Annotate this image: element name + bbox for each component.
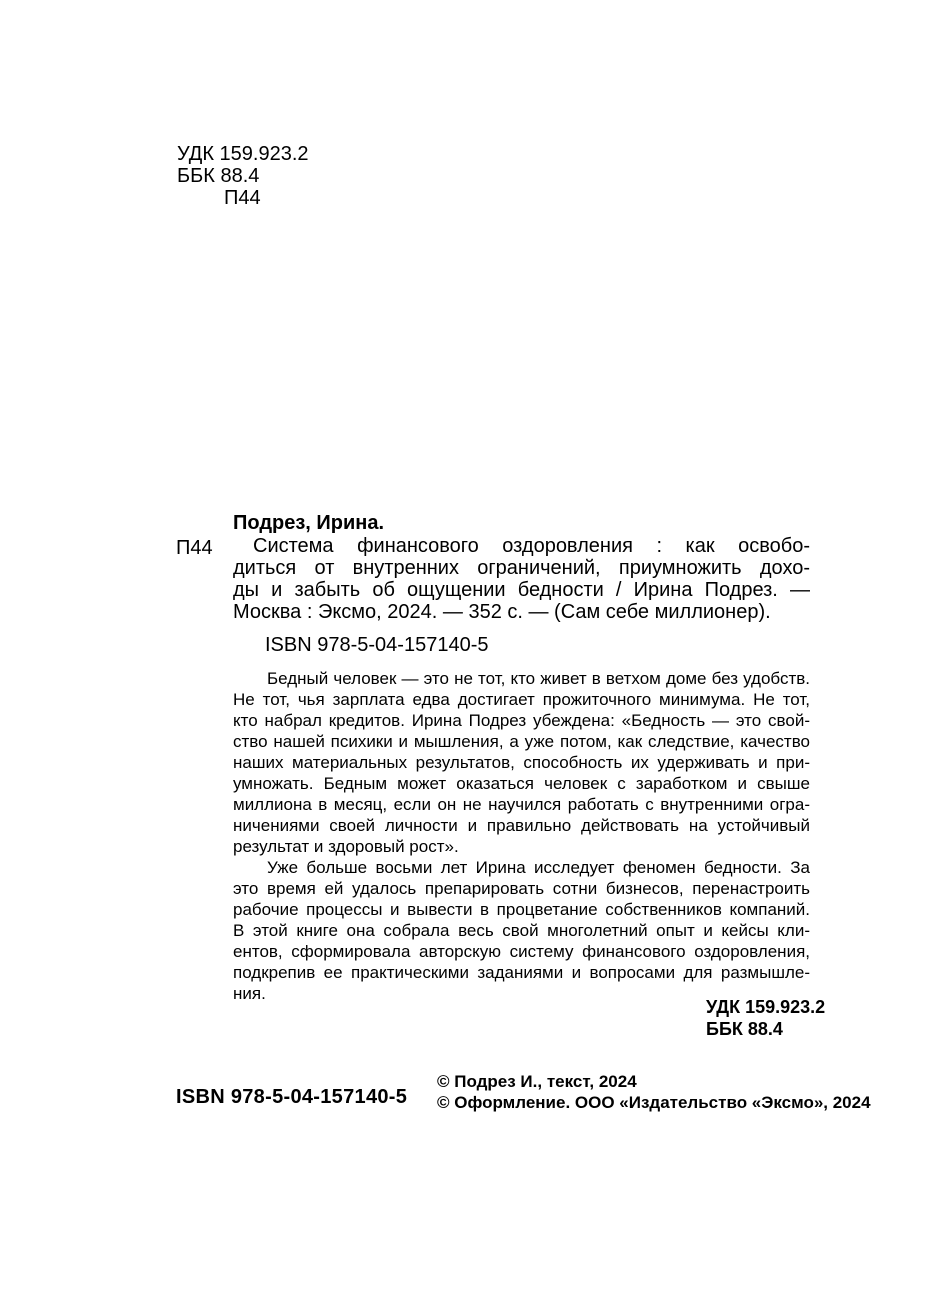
text-line: ды и забыть об ощущении бедности / Ирина Подрез. — (233, 579, 810, 601)
text-line: Уже больше восьми лет Ирина исследует феномен бедности. За (267, 858, 810, 877)
author-sign-code: П44 (224, 187, 261, 209)
annotation-paragraph-2 (233, 857, 810, 1004)
text-line: наших материальных результатов, способность их удерживать и при- (233, 753, 810, 772)
text-line: © Подрез И., текст, 2024 (437, 1072, 637, 1091)
text-line: кто набрал кредитов. Ирина Подрез убеждена: «Бедность — это свой- (233, 711, 810, 730)
catalog-author: Подрез, Ирина. (233, 512, 385, 534)
catalog-margin-code: П44 (176, 537, 213, 559)
text-line: ничениями своей личности и правильно действовать на устойчивый (233, 816, 810, 835)
text-line: миллиона в месяц, если он не научился работать с внутренними огра- (233, 795, 810, 814)
bbk-number-bottom: ББК 88.4 (706, 1019, 783, 1039)
text-line: рабочие процессы и вывести в процветание собственников компаний. (233, 900, 810, 919)
text-line: ство нашей психики и мышления, а уже потом, как следствие, качество (233, 732, 810, 751)
text-line: диться от внутренних ограничений, приумножить дохо- (233, 557, 810, 579)
text-line: © Оформление. ООО «Издательство «Эксмо», 2024 (437, 1093, 871, 1112)
annotation-block (233, 668, 810, 1004)
text-line: Система финансового оздоровления : как освобо- (253, 535, 810, 557)
annotation-paragraph-1 (233, 668, 810, 857)
udk-number-bottom: УДК 159.923.2 (706, 997, 826, 1017)
bbk-number: ББК 88.4 (177, 165, 260, 187)
text-line: Не тот, чья зарплата едва достигает прожиточного минимума. Не тот, (233, 690, 810, 709)
text-line: результат и здоровый рост». (233, 837, 459, 856)
copyright-block (437, 1071, 871, 1113)
text-line: В этой книге она собрала весь свой многолетний опыт и кейсы кли- (233, 921, 810, 940)
text-line: подкрепив ее практическими заданиями и вопросами для размышле- (233, 963, 810, 982)
catalog-description (233, 535, 810, 623)
top-classification-block (177, 143, 309, 209)
isbn-catalog: ISBN 978-5-04-157140-5 (265, 634, 489, 656)
text-line: ния. (233, 984, 266, 1003)
isbn-footer: ISBN 978-5-04-157140-5 (176, 1086, 408, 1108)
text-line: ентов, сформировала авторскую систему финансового оздоровления, (233, 942, 810, 961)
bottom-classification-block (706, 996, 825, 1040)
text-line: умножать. Бедным может оказаться человек с заработком и свыше (233, 774, 810, 793)
text-line: Бедный человек — это не тот, кто живет в ветхом доме без удобств. (267, 669, 810, 688)
udk-number: УДК 159.923.2 (177, 143, 309, 165)
text-line: это время ей удалось препарировать сотни бизнесов, перенастроить (233, 879, 810, 898)
text-line: Москва : Эксмо, 2024. — 352 с. — (Сам себе миллионер). (233, 601, 771, 623)
